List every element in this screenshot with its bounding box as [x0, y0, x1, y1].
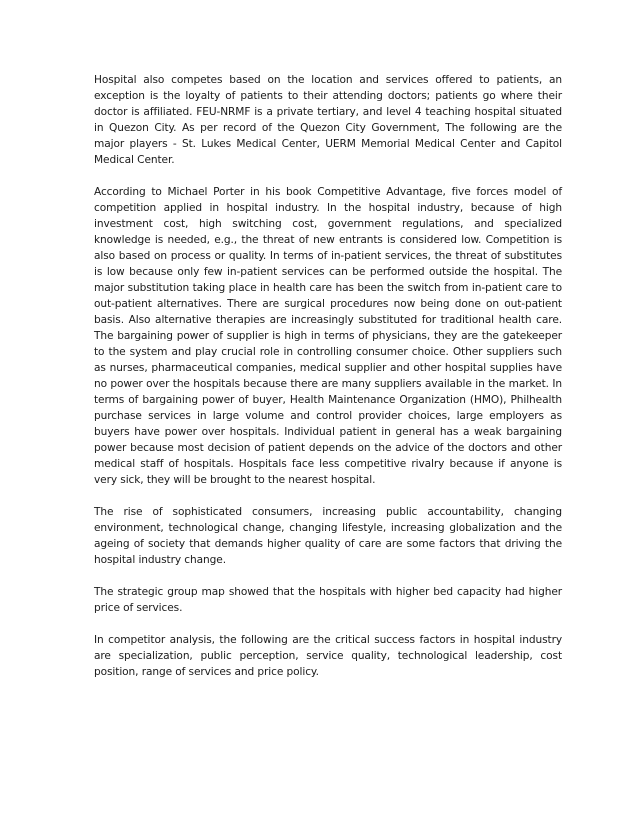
document-body [94, 72, 562, 696]
paragraph-porter-five-forces: According to Michael Porter in his book Competitive Advantage, five forces model of competition applied in hospital industry. In the hospital industry, because of high investment cost, high switching cost, government regulations, and specialized knowledge is needed, e.g., the threat of new entrants is considered low. Competition is also based on process or quality. In terms of in-patient services, the threat of substitutes is low because only few in-patient services can be performed outside the hospital. The major substitution taking place in health care has been the switch from in-patient care to out-patient alternatives. There are surgical procedures now being done on out-patient basis. Also alternative therapies are increasingly substituted for traditional health care. The bargaining power of supplier is high in terms of physicians, they are the gatekeeper to the system and play crucial role in controlling consumer choice. Other suppliers such as nurses, pharmaceutical companies, medical supplier and other hospital supplies have no power over the hospitals because there are many suppliers available in the market. In terms of bargaining power of buyer, Health Maintenance Organization (HMO), Philhealth purchase services in large volume and control provider choices, large employers as buyers have power over hospitals. Individual patient in general has a weak bargaining power because most decision of patient depends on the advice of the doctors and other medical staff of hospitals. Hospitals face less competitive rivalry because if anyone is very sick, they will be brought to the nearest hospital. [94, 186, 562, 486]
paragraph-industry-change-factors: The rise of sophisticated consumers, increasing public accountability, changing environment, technological change, changing lifestyle, increasing globalization and the ageing of society that demands higher quality of care are some factors that driving the hospital industry change. [94, 506, 562, 566]
paragraph-strategic-group-map: The strategic group map showed that the hospitals with higher bed capacity had higher price of services. [94, 586, 562, 614]
paragraph-hospital-competition: Hospital also competes based on the location and services offered to patients, an exception is the loyalty of patients to their attending doctors; patients go where their doctor is affiliated. FEU-NRMF is a private tertiary, and level 4 teaching hospital situated in Quezon City. As per record of the Quezon City Government, The following are the major players - St. Lukes Medical Center, UERM Memorial Medical Center and Capitol Medical Center. [94, 74, 562, 166]
paragraph-critical-success-factors: In competitor analysis, the following are the critical success factors in hospital industry are specialization, public perception, service quality, technological leadership, cost position, range of services and price policy. [94, 634, 562, 678]
